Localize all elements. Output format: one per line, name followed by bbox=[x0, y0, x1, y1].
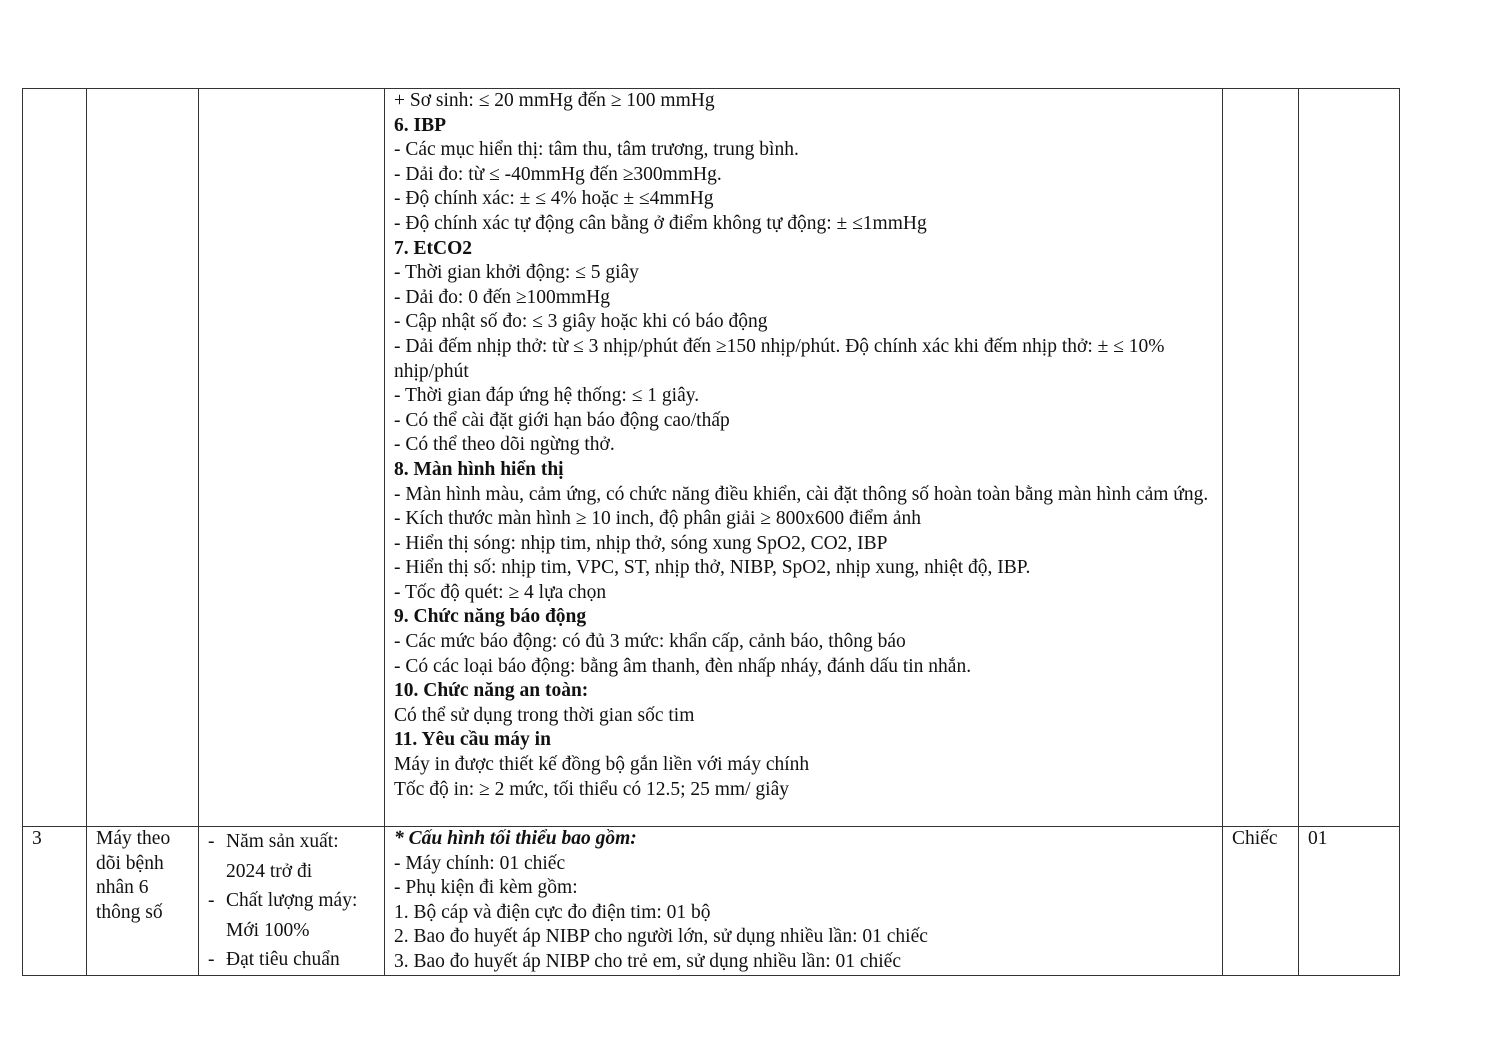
cell-quantity-empty bbox=[1299, 89, 1400, 827]
spec-line: - Có các loại báo động: bằng âm thanh, đèn nhấp nháy, đánh dấu tin nhắn. bbox=[394, 655, 972, 677]
criteria-item bbox=[208, 945, 376, 975]
spec-line: - Các mục hiển thị: tâm thu, tâm trương, trung bình. bbox=[394, 139, 799, 161]
spec-line: - Hiển thị sóng: nhịp tim, nhịp thở, sóng xung SpO2, CO2, IBP bbox=[394, 532, 888, 554]
criteria-text: Chất lượng máy: Mới 100% bbox=[226, 890, 358, 941]
spec-line: - Màn hình màu, cảm ứng, có chức năng điều khiển, cài đặt thông số hoàn toàn bằng màn hình cảm ứng. bbox=[394, 483, 1209, 505]
dash-bullet: - bbox=[208, 949, 215, 970]
criteria-text: Năm sản xuất: 2024 trở đi bbox=[226, 831, 339, 882]
table-row-continued bbox=[23, 89, 1400, 827]
cell-item-unit: Chiếc bbox=[1223, 827, 1299, 976]
spec-line: Máy in được thiết kế đồng bộ gắn liền với máy chính bbox=[394, 754, 810, 776]
cell-unit-empty bbox=[1223, 89, 1299, 827]
cell-item-criteria bbox=[199, 827, 385, 976]
spec-line: - Dải đo: từ ≤ -40mmHg đến ≥300mmHg. bbox=[394, 163, 722, 185]
table-row-item-3 bbox=[23, 827, 1400, 976]
spec-line: - Độ chính xác: ± ≤ 4% hoặc ± ≤4mmHg bbox=[394, 188, 714, 210]
spec-line: - Có thể theo dõi ngừng thở. bbox=[394, 434, 615, 456]
spec-line: - Thời gian khởi động: ≤ 5 giây bbox=[394, 262, 639, 284]
spec-line: - Kích thước màn hình ≥ 10 inch, độ phân giải ≥ 800x600 điểm ảnh bbox=[394, 508, 921, 530]
cell-name-empty bbox=[87, 89, 199, 827]
spec-line: - Có thể cài đặt giới hạn báo động cao/thấp bbox=[394, 409, 730, 431]
cell-item-specifications bbox=[385, 827, 1223, 976]
spec-line: 2. Bao đo huyết áp NIBP cho người lớn, sử dụng nhiều lần: 01 chiếc bbox=[394, 926, 928, 948]
spec-line: Có thể sử dụng trong thời gian sốc tim bbox=[394, 704, 695, 726]
spec-line: + Sơ sinh: ≤ 20 mmHg đến ≥ 100 mmHg bbox=[394, 90, 715, 111]
cell-criteria-empty bbox=[199, 89, 385, 827]
cell-item-number: 3 bbox=[23, 827, 87, 976]
cell-specifications bbox=[385, 89, 1223, 827]
criteria-item bbox=[208, 886, 376, 945]
spec-heading: 6. IBP bbox=[394, 114, 447, 136]
dash-bullet: - bbox=[208, 831, 215, 852]
spec-heading: * Cấu hình tối thiểu bao gồm: bbox=[394, 828, 637, 849]
spec-heading: 10. Chức năng an toàn: bbox=[394, 680, 589, 702]
spec-line: 3. Bao đo huyết áp NIBP cho trẻ em, sử dụng nhiều lần: 01 chiếc bbox=[394, 950, 901, 972]
spec-line: - Tốc độ quét: ≥ 4 lựa chọn bbox=[394, 581, 607, 603]
spec-line: - Máy chính: 01 chiếc bbox=[394, 852, 566, 874]
spec-line: 1. Bộ cáp và điện cực đo điện tim: 01 bộ bbox=[394, 901, 711, 923]
spec-line: - Các mức báo động: có đủ 3 mức: khẩn cấp, cảnh báo, thông báo bbox=[394, 631, 906, 653]
spec-line: - Độ chính xác tự động cân bằng ở điểm không tự động: ± ≤1mmHg bbox=[394, 212, 927, 234]
spec-line: - Cập nhật số đo: ≤ 3 giây hoặc khi có báo động bbox=[394, 311, 768, 333]
spec-heading: 11. Yêu cầu máy in bbox=[394, 729, 551, 751]
equipment-spec-table bbox=[22, 88, 1400, 976]
spec-lines bbox=[394, 827, 1214, 975]
cell-item-quantity: 01 bbox=[1299, 827, 1400, 976]
criteria-text: Đạt tiêu chuẩn bbox=[226, 949, 340, 970]
spec-heading: 7. EtCO2 bbox=[394, 237, 472, 259]
cell-item-name: Máy theo dõi bệnh nhân 6 thông số bbox=[87, 827, 199, 976]
criteria-item bbox=[208, 827, 376, 886]
spec-line: - Hiển thị số: nhịp tim, VPC, ST, nhịp thở, NIBP, SpO2, nhịp xung, nhiệt độ, IBP. bbox=[394, 557, 1031, 579]
spec-line: Tốc độ in: ≥ 2 mức, tối thiểu có 12.5; 25 mm/ giây bbox=[394, 778, 789, 800]
spec-heading: 8. Màn hình hiển thị bbox=[394, 458, 564, 480]
criteria-list bbox=[208, 827, 376, 975]
spec-lines bbox=[394, 89, 1214, 802]
spec-line: - Dải đếm nhịp thở: từ ≤ 3 nhịp/phút đến ≥150 nhịp/phút. Độ chính xác khi đếm nhịp thở: ± ≤ 10% nhịp/phút bbox=[394, 335, 1165, 382]
cell-number-empty bbox=[23, 89, 87, 827]
spec-line: - Phụ kiện đi kèm gồm: bbox=[394, 877, 578, 899]
spec-line: - Dải đo: 0 đến ≥100mmHg bbox=[394, 286, 610, 308]
spec-line: - Thời gian đáp ứng hệ thống: ≤ 1 giây. bbox=[394, 385, 700, 407]
dash-bullet: - bbox=[208, 890, 215, 911]
spec-heading: 9. Chức năng báo động bbox=[394, 606, 587, 628]
